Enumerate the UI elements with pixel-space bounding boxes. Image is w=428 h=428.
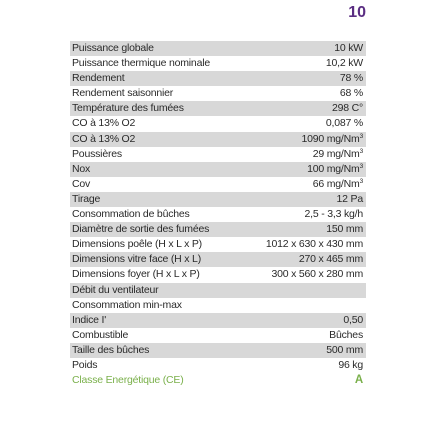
spec-label: Débit du ventilateur	[70, 283, 242, 298]
spec-value	[242, 56, 366, 71]
spec-label: Température des fumées	[70, 101, 242, 116]
spec-value-text: 300 x 560 x 280 mm	[271, 268, 363, 281]
spec-label: Puissance thermique nominale	[72, 57, 210, 70]
spec-row	[70, 358, 366, 373]
spec-row	[70, 177, 366, 192]
spec-value	[242, 343, 366, 358]
spec-value-text: 270 x 465 mm	[298, 253, 363, 266]
spec-value-text: 0,087 %	[325, 117, 363, 130]
spec-row	[70, 313, 366, 328]
spec-row	[70, 237, 366, 252]
spec-label: Nox	[70, 162, 242, 177]
spec-label: CO à 13% O2	[70, 132, 242, 147]
spec-row	[70, 101, 366, 116]
spec-value	[242, 116, 366, 131]
specifications-table-body	[70, 41, 366, 388]
spec-label: CO à 13% O2	[72, 117, 136, 130]
spec-value	[242, 71, 366, 86]
spec-value	[242, 252, 366, 267]
spec-value	[242, 207, 366, 222]
spec-row	[70, 56, 366, 71]
spec-value	[242, 313, 366, 328]
spec-row	[70, 162, 366, 177]
spec-value-text: 68 %	[339, 87, 363, 100]
spec-row	[70, 283, 366, 298]
spec-label: Classe Energétique (CE)	[72, 374, 184, 387]
spec-label: Rendement	[70, 71, 242, 86]
specifications-table	[70, 41, 366, 388]
spec-value-text: 298 C°	[331, 102, 363, 115]
spec-value	[242, 132, 366, 147]
spec-value-text: 96 kg	[338, 358, 363, 371]
spec-value-text: 78 %	[339, 72, 363, 85]
spec-value	[242, 86, 366, 101]
spec-value-text: 66 mg/Nm	[312, 177, 360, 190]
spec-row	[70, 222, 366, 237]
spec-row	[70, 192, 366, 207]
model-column-header: 10	[348, 4, 366, 21]
spec-value-text: Bûches	[329, 328, 363, 341]
spec-label: Poids	[72, 358, 98, 371]
spec-value-text: 1012 x 630 x 430 mm	[265, 238, 363, 251]
spec-label: Indice I'	[70, 313, 242, 328]
spec-value-text: A	[354, 374, 363, 387]
spec-value	[242, 358, 366, 373]
spec-value-text: 100 mg/Nm	[307, 162, 360, 175]
spec-label: Dimensions foyer (H x L x P)	[72, 268, 200, 281]
spec-value-text: 0,50	[343, 313, 363, 326]
spec-value-text: 2,5 - 3,3 kg/h	[304, 208, 363, 221]
spec-label: Diamètre de sortie des fumées	[70, 222, 242, 237]
spec-row	[70, 373, 366, 388]
spec-value	[242, 267, 366, 282]
spec-row	[70, 132, 366, 147]
spec-value	[242, 373, 366, 388]
spec-label: Dimensions poêle (H x L x P)	[72, 238, 202, 251]
spec-label: Combustible	[72, 328, 129, 341]
spec-value	[242, 101, 366, 116]
unit-exponent: 3	[359, 162, 363, 170]
spec-value	[242, 222, 366, 237]
spec-value	[242, 147, 366, 162]
spec-row	[70, 267, 366, 282]
spec-value-text: 10 kW	[334, 42, 363, 54]
spec-row	[70, 328, 366, 343]
spec-value	[242, 283, 366, 298]
spec-row	[70, 252, 366, 267]
spec-row	[70, 298, 366, 313]
spec-row	[70, 343, 366, 358]
spec-label: Puissance globale	[70, 41, 242, 56]
spec-label: Consommation de bûches	[72, 208, 190, 221]
spec-label: Cov	[72, 177, 91, 190]
unit-exponent: 3	[359, 147, 363, 155]
spec-value	[242, 237, 366, 252]
spec-value-text: 29 mg/Nm	[312, 147, 360, 160]
spec-value-text: 1090 mg/Nm	[301, 132, 360, 145]
spec-row	[70, 41, 366, 56]
spec-value	[242, 177, 366, 192]
unit-exponent: 3	[359, 177, 363, 185]
spec-value	[242, 298, 366, 313]
spec-label: Dimensions vitre face (H x L)	[70, 252, 242, 267]
unit-exponent: 3	[359, 132, 363, 140]
spec-row	[70, 147, 366, 162]
spec-value-text: 500 mm	[326, 343, 363, 356]
spec-value	[242, 192, 366, 207]
spec-label: Consommation min-max	[72, 298, 182, 311]
spec-label: Poussières	[72, 147, 122, 160]
spec-value	[242, 162, 366, 177]
spec-row	[70, 71, 366, 86]
spec-row	[70, 86, 366, 101]
spec-value-text: 12 Pa	[336, 192, 363, 205]
spec-label: Tirage	[70, 192, 242, 207]
spec-label: Taille des bûches	[70, 343, 242, 358]
spec-value	[242, 41, 366, 56]
spec-value-text: 10,2 kW	[325, 57, 363, 70]
spec-row	[70, 116, 366, 131]
spec-value	[242, 328, 366, 343]
spec-value-text: 150 mm	[326, 223, 363, 236]
spec-label: Rendement saisonnier	[72, 87, 174, 100]
spec-row	[70, 207, 366, 222]
